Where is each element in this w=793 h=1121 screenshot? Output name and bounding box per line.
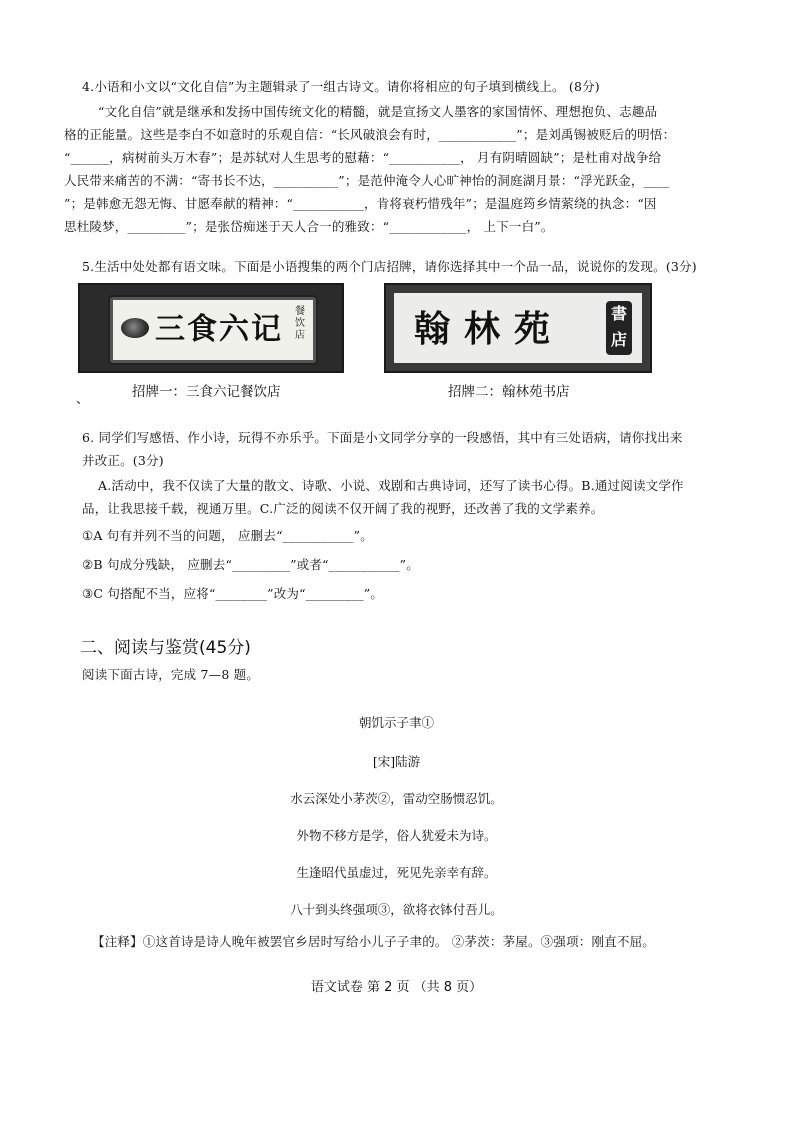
q6-heading-1: 6. 同学们写感悟、作小诗，玩得不亦乐乎。下面是小文同学分享的一段感悟，其中有三处语病，请你找出来 xyxy=(82,430,683,445)
q6-answer-3: ③C 句搭配不当，应将“________”改为“_________”。 xyxy=(82,586,384,601)
q6-heading-2: 并改正。(3分) xyxy=(82,453,164,468)
poem-line-4: 八十到头终强项③，欲将衣钵付吾儿。 xyxy=(290,902,503,917)
q6-answer-1: ①A 句有并列不当的问题， 应删去“___________”。 xyxy=(82,528,373,543)
q4-line-2: 格的正能量。这些是李白不如意时的乐观自信：“长风破浪会有时，____________”；是刘禹锡被贬后的明悟： xyxy=(64,127,676,142)
signboard-2-seal: 書店 xyxy=(606,301,632,355)
signboard-photo-2 xyxy=(384,283,652,373)
q4-line-6: 思杜陵梦，_________”；是张岱痴迷于天人合一的雅致：“____________， 上下一白”。 xyxy=(64,219,554,234)
q4-line-4: 人民带来痛苦的不满：“寄书长不达，__________”；是范仲淹令人心旷神怡的洞庭湖月景：“浮光跃金，____ xyxy=(64,173,670,188)
caption-signboard-2: 招牌二：翰林苑书店 xyxy=(448,384,570,400)
signboard-1-small-text: 餐饮店 xyxy=(295,306,305,341)
signboard-photo-1 xyxy=(78,283,344,373)
q6-passage-1: A.活动中，我不仅读了大量的散文、诗歌、小说、戏剧和古典诗词，还写了读书心得。B.通过阅读文学作 xyxy=(98,478,684,493)
poem-line-2: 外物不移方是学，俗人犹爱未为诗。 xyxy=(296,828,497,843)
poem-title: 朝饥示子聿① xyxy=(358,715,434,730)
q4-line-3: “______，病树前头万木春”；是苏轼对人生思考的慰藉：“___________， 月有阴晴圆缺”；是杜甫对战争给 xyxy=(64,150,662,165)
q4-line-1: “文化自信”就是继承和发扬中国传统文化的精髓，就是宣扬文人墨客的家国情怀、理想抱负、志趣品 xyxy=(98,104,658,119)
page-footer: 语文试卷 第 2 页 （共 8 页） xyxy=(310,980,483,995)
bowl-emblem-icon xyxy=(121,318,149,338)
q4-heading: 4.小语和小文以“文化自信”为主题辑录了一组古诗文。请你将相应的句子填到横线上。 (8分) xyxy=(82,79,600,94)
q4-line-5: ”；是韩愈无怨无悔、甘愿奉献的精神：“___________，肯将衰朽惜残年”；是温庭筠乡情萦绕的执念：“因 xyxy=(64,196,657,211)
q6-answer-2: ②B 句成分残缺， 应删去“_________”或者“___________”。 xyxy=(82,557,419,572)
signboard-1-plate xyxy=(110,297,316,363)
q6-passage-2: 品，让我思接千载，视通万里。C.广泛的阅读不仅开阔了我的视野，还改善了我的文学素养。 xyxy=(82,501,604,516)
caption-signboard-1: 招牌一：三食六记餐饮店 xyxy=(132,384,281,400)
poem-author: [宋]陆游 xyxy=(372,754,421,769)
poem-notes: 【注释】①这首诗是诗人晚年被罢官乡居时写给小儿子子聿的。 ②茅茨：茅屋。③强项：刚直不屈。 xyxy=(92,934,655,949)
signboard-2-plate xyxy=(394,293,642,363)
caption-mark: 、 xyxy=(76,392,90,407)
section-intro: 阅读下面古诗，完成 7—8 题。 xyxy=(82,667,260,682)
poem-line-1: 水云深处小茅茨②，雷动空肠惯忍饥。 xyxy=(290,791,503,806)
signboard-1-text: 三食六记 xyxy=(155,312,283,347)
q5-heading: 5.生活中处处都有语文味。下面是小语搜集的两个门店招牌，请你选择其中一个品一品，说说你的发现。(3分) xyxy=(82,259,697,274)
section-heading: 二、阅读与鉴赏(45分) xyxy=(80,638,251,658)
signboard-2-text: 翰林苑 xyxy=(414,308,565,350)
poem-line-3: 生逢昭代虽虚过，死见先亲幸有辞。 xyxy=(296,865,497,880)
